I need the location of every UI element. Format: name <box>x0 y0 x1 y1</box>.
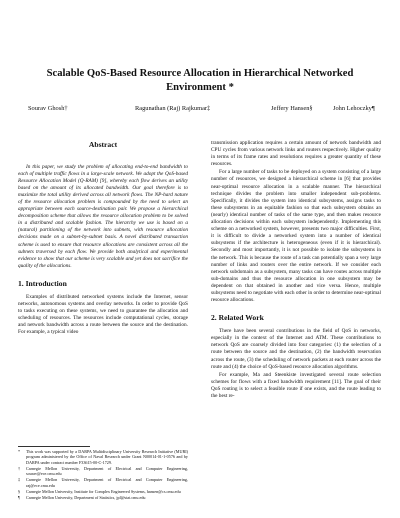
footnote: * This work was supported by a DARPA Multidisciplinary University Research Initiative (MURI) program administered by the Office of Naval Research under Grant N00014-01-1-0576 and by DARPA under contract number F33615-00-C-1729. <box>18 449 188 465</box>
footnote: ‡ Carnegie Mellon University, Department of Electrical and Computer Engineering, raj@ece.cmu.edu <box>18 477 188 488</box>
footnote-divider <box>18 446 90 447</box>
body-paragraph: There have been several contributions in the field of QoS in networks, especially in the context of the Internet and ATM. These contributions to network QoS are coarsely divided into four categories: (1) the selection of a route between the source and the destination, (2) the bandwidth reservation across the route, (3) the scheduling of network packets at each router across the route and (4) the choice of QoS-based resource allocation algorithms. <box>211 328 381 370</box>
footnote: ¶ Carnegie Mellon University, Department of Statistics, jpl@stat.cmu.edu <box>18 494 146 500</box>
body-paragraph: For a large number of tasks to be deployed on a system consisting of a large number of resources, we designed a hierarchical scheme in [6] that provides near-optimal resource allocation in a scalable manner. The hierarchical technique divides the problem into smaller independent sub-problems. Specifically, it divides the system into identical subsystems, assigns tasks to these subsystems in an equitable fashion so that each subsystem obtains an (nearly) identical number of tasks of the same type, and then makes resource allocation decisions within each subsystem independently. Implementing this scheme on a networked system, however, presents two major difficulties. First, it is difficult to divide a networked system into a number of identical subsystems if the architecture is heterogeneous (even if it is hierarchical). Secondly and most importantly, it is not possible to isolate the subsystems in the network. This is because the route of a task can potentially span a very large number of links and routers over the entire network. If we consider each network subdomain as a subsystem, many tasks can have routes across multiple sub-domains and thus the resource allocation in one subsystem may be dependent on that obtained in another and vice versa. Hence, multiple subsystems need to negotiate with each other in order to determine near-optimal resource allocations. <box>211 169 381 304</box>
introduction-heading: 1. Introduction <box>18 278 67 288</box>
author-name: John Lehoczky¶ <box>333 105 375 112</box>
footnote: † Carnegie Mellon University, Department of Electrical and Computer Engineering, sourav@ece.cmu.edu <box>18 465 188 477</box>
left-column <box>18 140 188 336</box>
author-list <box>10 104 390 116</box>
introduction-paragraph: Examples of distributed networked systems include the Internet, sensor networks, autonomous systems and overlay networks. In order to provide QoS to tasks executing on these systems, we need to guarantee the allocation and scheduling of resources. The resources include computational cycles, storage and network bandwidth across a route between the source and the destination. For example, a typical video <box>18 293 188 336</box>
author-name: Ragunathan (Raj) Rajkumar‡ <box>135 105 211 112</box>
body-paragraph: For example, Ma and Steenkiste investigated several route selection schemes for flows with a fixed bandwidth requirement [11]. The goal of their QoS routing is to select a feasible route if one exists, and the route leading to the best re- <box>211 371 381 399</box>
abstract-text: In this paper, we study the problem of allocating end-to-end bandwidth to each of multiple traffic flows in a large-scale network. We adopt the QoS-based Resource Allocation Model (Q-RAM) [9], whereby each flow derives an utility based on the amount of its allocated bandwidth. Our goal therefore is to maximize the total utility derived across all network flows. The NP-hard nature of the resource allocation problem is compounded by the need to select an appropriate between each source-destination pair. We propose a hierarchical decomposition scheme that allows the resource allocation problem to be solved in a distributed and scalable fashion. The hierarchy we use is based on a (natural) partitioning of the network into subnets, with resource allocation decisions made on a subnet-by-subnet basis. A novel distributed transaction scheme is used to ensure that resource allocations are consistent across all the subnets traversed by each flow. We provide both analytical and experimental evidence to show that our scheme is very scalable and yet does not sacrifice the quality of the allocations. <box>18 164 188 269</box>
abstract-heading: Abstract <box>88 140 118 149</box>
author-name: Jeffery Hansen§ <box>271 105 313 112</box>
paper-title: Scalable QoS-Based Resource Allocation in Hierarchical Networked Environment * <box>46 68 354 93</box>
footnotes <box>18 449 188 501</box>
right-column <box>211 140 381 400</box>
body-paragraph: transmission application requires a certain amount of network bandwidth and CPU cycles from various network links and routers respectively. Higher quality in terms of its frame rates and resolutions requires a greater quantity of these resources. <box>211 140 381 168</box>
footnote: § Carnegie Mellon University, Institute for Complex Engineered Systems, hansen@cs.cmu.edu <box>18 488 181 494</box>
author-name: Sourav Ghosh† <box>28 105 68 112</box>
related-work-heading: 2. Related Work <box>211 313 264 323</box>
